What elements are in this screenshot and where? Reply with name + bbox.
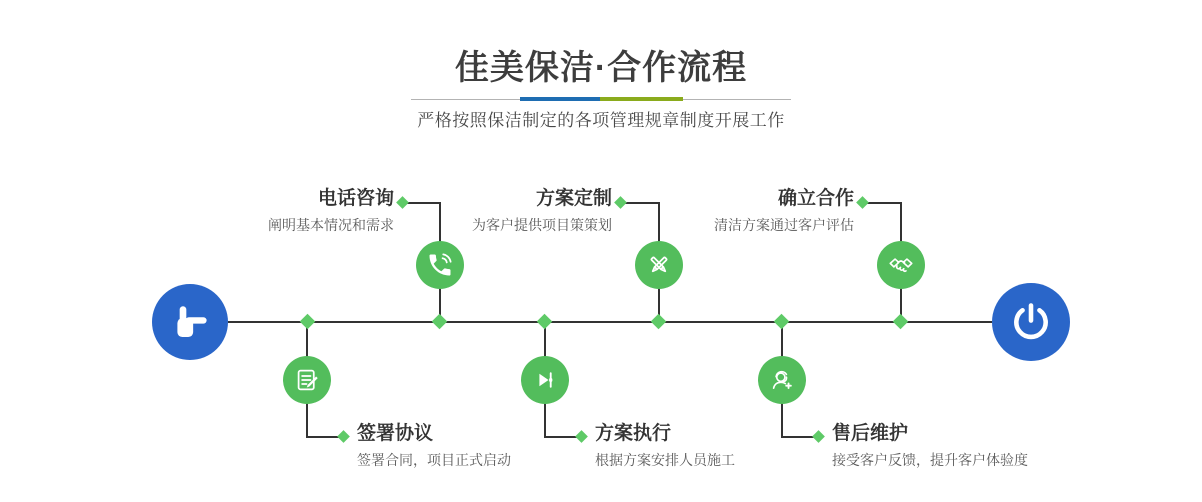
handshake-icon — [887, 251, 915, 279]
step-title: 电话咨询 — [317, 188, 394, 209]
play-execute-icon — [531, 366, 559, 394]
label-diamond — [575, 430, 588, 443]
step-title: 确立合作 — [777, 188, 854, 209]
power-icon — [1009, 300, 1053, 344]
label-diamond — [614, 196, 627, 209]
step-title: 签署协议 — [357, 423, 434, 444]
timeline-node-diamond — [774, 314, 790, 330]
label-diamond — [812, 430, 825, 443]
step-desc: 签署合同，项目正式启动 — [357, 452, 511, 468]
pointing-hand-icon — [169, 301, 211, 343]
step-desc: 阐明基本情况和需求 — [268, 217, 394, 233]
step-circle-design — [635, 241, 683, 289]
step-label-phone — [268, 188, 394, 234]
step-desc: 根据方案安排人员施工 — [595, 452, 735, 468]
divider-green-segment — [600, 97, 683, 101]
page-subtitle: 严格按照保洁制定的各项管理规章制度开展工作 — [417, 111, 785, 130]
label-diamond — [856, 196, 869, 209]
step-circle-handshake — [877, 241, 925, 289]
flow-start-node — [152, 284, 228, 360]
divider-blue-segment — [520, 97, 600, 101]
label-diamond — [337, 430, 350, 443]
step-label-sign — [357, 423, 511, 469]
step-circle-sign — [283, 356, 331, 404]
title-divider — [411, 97, 791, 102]
sign-document-icon — [293, 366, 321, 394]
step-circle-phone — [416, 241, 464, 289]
flow-end-node — [992, 283, 1070, 361]
step-label-handshake — [714, 188, 854, 234]
design-tools-icon — [645, 251, 673, 279]
label-diamond — [396, 196, 409, 209]
step-circle-execute — [521, 356, 569, 404]
step-title: 方案定制 — [535, 188, 612, 209]
timeline-line — [228, 321, 992, 323]
step-title: 方案执行 — [595, 423, 672, 444]
step-desc: 清洁方案通过客户评估 — [714, 217, 854, 233]
page-title: 佳美保洁·合作流程 — [454, 49, 748, 87]
timeline-node-diamond — [537, 314, 553, 330]
phone-icon — [426, 251, 454, 279]
timeline-node-diamond — [893, 314, 909, 330]
timeline-node-diamond — [300, 314, 316, 330]
step-label-aftersales — [832, 423, 1028, 469]
customer-service-icon — [768, 366, 796, 394]
step-label-execute — [595, 423, 735, 469]
step-title: 售后维护 — [832, 423, 909, 444]
step-circle-aftersales — [758, 356, 806, 404]
timeline-node-diamond — [651, 314, 667, 330]
step-label-design — [472, 188, 612, 234]
timeline-node-diamond — [432, 314, 448, 330]
step-desc: 接受客户反馈，提升客户体验度 — [832, 452, 1028, 468]
step-desc: 为客户提供项目策策划 — [472, 217, 612, 233]
